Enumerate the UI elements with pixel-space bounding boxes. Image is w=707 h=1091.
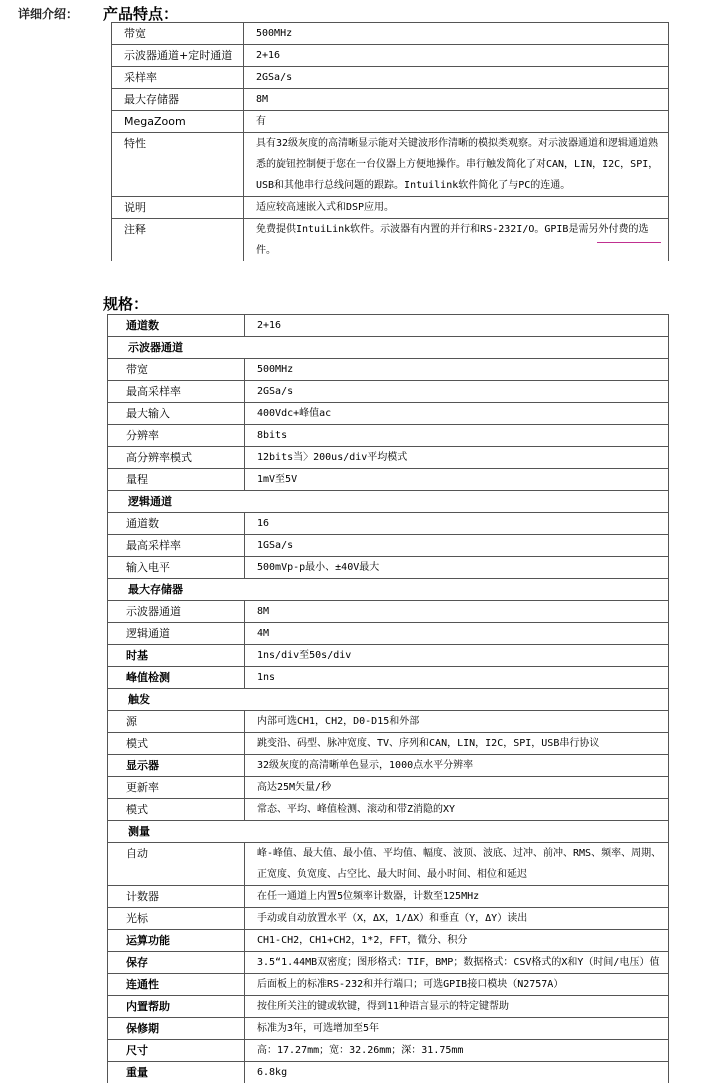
spec-key: 最高采样率 xyxy=(108,535,245,557)
spec-key: 源 xyxy=(108,711,245,733)
spec-value: 在任一通道上内置5位频率计数器，计数至125MHz xyxy=(245,886,669,908)
decorative-underline xyxy=(597,242,661,243)
spec-value: 峰-峰值、最大值、最小值、平均值、幅度、波顶、波底、过冲、前冲、RMS、频率、周期、正宽度、负宽度、占空比、最大时间、最小时间、相位和延迟 xyxy=(245,843,669,886)
feature-key: 说明 xyxy=(112,197,244,219)
spec-key: 分辨率 xyxy=(108,425,245,447)
spec-key: 保修期 xyxy=(108,1018,245,1040)
spec-key: 运算功能 xyxy=(108,930,245,952)
feature-key: MegaZoom xyxy=(112,111,244,133)
spec-row xyxy=(108,513,669,535)
feature-key: 特性 xyxy=(112,133,244,197)
spec-key: 显示器 xyxy=(108,755,245,777)
feature-value: 具有32级灰度的高清晰显示能对关键波形作清晰的模拟类观察。对示波器通道和逻辑通道熟悉的旋钮控制便于您在一台仪器上方便地操作。串行触发简化了对CAN，LIN，I2C，SPI，USB和其他串行总线问题的跟踪。Intuilink软件简化了与PC的连通。 xyxy=(244,133,669,197)
spec-section-row xyxy=(108,337,669,359)
spec-value: 500mVp-p最小、±40V最大 xyxy=(245,557,669,579)
feature-row xyxy=(112,45,669,67)
spec-key: 示波器通道 xyxy=(108,601,245,623)
spec-row xyxy=(108,623,669,645)
spec-section-title: 测量 xyxy=(108,821,669,843)
spec-key: 带宽 xyxy=(108,359,245,381)
feature-key: 注释 xyxy=(112,219,244,262)
spec-row xyxy=(108,425,669,447)
spec-row xyxy=(108,711,669,733)
spec-row xyxy=(108,930,669,952)
spec-value: 高：17.27mm；宽：32.26mm；深：31.75mm xyxy=(245,1040,669,1062)
spec-row xyxy=(108,535,669,557)
spec-key: 输入电平 xyxy=(108,557,245,579)
spec-row xyxy=(108,755,669,777)
spec-key: 连通性 xyxy=(108,974,245,996)
spec-value: 8M xyxy=(245,601,669,623)
spec-key: 高分辨率模式 xyxy=(108,447,245,469)
spec-section-title: 逻辑通道 xyxy=(108,491,669,513)
spec-row xyxy=(108,996,669,1018)
spec-value: 高达25M矢量/秒 xyxy=(245,777,669,799)
spec-heading: 规格： xyxy=(103,295,149,313)
spec-value: 6.8kg xyxy=(245,1062,669,1084)
feature-row xyxy=(112,133,669,197)
spec-value: 内部可选CH1，CH2，D0-D15和外部 xyxy=(245,711,669,733)
feature-value: 有 xyxy=(244,111,669,133)
spec-row xyxy=(108,799,669,821)
feature-row xyxy=(112,197,669,219)
spec-key: 自动 xyxy=(108,843,245,886)
spec-key: 计数器 xyxy=(108,886,245,908)
spec-row xyxy=(108,908,669,930)
feature-value: 适应较高速嵌入式和DSP应用。 xyxy=(244,197,669,219)
features-heading: 产品特点： xyxy=(103,5,179,23)
spec-key: 量程 xyxy=(108,469,245,491)
spec-key: 峰值检测 xyxy=(108,667,245,689)
spec-value: 跳变沿、码型、脉冲宽度、TV、序列和CAN，LIN，I2C，SPI，USB串行协议 xyxy=(245,733,669,755)
spec-row xyxy=(108,1040,669,1062)
spec-key: 通道数 xyxy=(108,315,245,337)
spec-row xyxy=(108,886,669,908)
spec-section-title: 示波器通道 xyxy=(108,337,669,359)
spec-row xyxy=(108,403,669,425)
spec-section-row xyxy=(108,579,669,601)
spec-key: 通道数 xyxy=(108,513,245,535)
spec-key: 更新率 xyxy=(108,777,245,799)
spec-value: 按住所关注的键或软键，得到11种语言显示的特定键帮助 xyxy=(245,996,669,1018)
spec-value: 400Vdc+峰值ac xyxy=(245,403,669,425)
feature-row xyxy=(112,111,669,133)
spec-value: 1ns xyxy=(245,667,669,689)
spec-section-row xyxy=(108,821,669,843)
spec-key: 逻辑通道 xyxy=(108,623,245,645)
spec-value: 8bits xyxy=(245,425,669,447)
feature-value: 8M xyxy=(244,89,669,111)
spec-section-row xyxy=(108,689,669,711)
spec-value: 2GSa/s xyxy=(245,381,669,403)
spec-row xyxy=(108,601,669,623)
features-table xyxy=(111,22,669,261)
feature-row xyxy=(112,219,669,262)
spec-section-title: 最大存储器 xyxy=(108,579,669,601)
spec-row xyxy=(108,359,669,381)
spec-table xyxy=(107,314,669,1083)
spec-row xyxy=(108,315,669,337)
spec-value: 2+16 xyxy=(245,315,669,337)
spec-row xyxy=(108,777,669,799)
feature-row xyxy=(112,23,669,45)
spec-section-row xyxy=(108,491,669,513)
spec-row xyxy=(108,974,669,996)
feature-key: 采样率 xyxy=(112,67,244,89)
feature-value: 免费提供IntuiLink软件。示波器有内置的并行和RS-232I/O。GPIB是需另外付费的选件。 xyxy=(244,219,669,262)
spec-value: 常态、平均、峰值检测、滚动和带Z消隐的XY xyxy=(245,799,669,821)
feature-value: 2+16 xyxy=(244,45,669,67)
spec-row xyxy=(108,843,669,886)
spec-value: 1ns/div至50s/div xyxy=(245,645,669,667)
spec-value: 12bits当〉200us/div平均模式 xyxy=(245,447,669,469)
feature-value: 500MHz xyxy=(244,23,669,45)
spec-key: 最高采样率 xyxy=(108,381,245,403)
spec-value: 4M xyxy=(245,623,669,645)
spec-value: 3.5“1.44MB双密度；图形格式：TIF，BMP；数据格式：CSV格式的X和Y（时间/电压）值 xyxy=(245,952,669,974)
intro-label: 详细介绍： xyxy=(18,7,79,21)
spec-key: 模式 xyxy=(108,733,245,755)
feature-key: 带宽 xyxy=(112,23,244,45)
spec-row xyxy=(108,469,669,491)
spec-row xyxy=(108,1062,669,1084)
spec-key: 模式 xyxy=(108,799,245,821)
spec-key: 时基 xyxy=(108,645,245,667)
spec-row xyxy=(108,733,669,755)
spec-key: 内置帮助 xyxy=(108,996,245,1018)
feature-key: 示波器通道+定时通道 xyxy=(112,45,244,67)
spec-row xyxy=(108,447,669,469)
spec-row xyxy=(108,381,669,403)
spec-key: 重量 xyxy=(108,1062,245,1084)
spec-value: 手动或自动放置水平（X，ΔX，1/ΔX）和垂直（Y，ΔY）读出 xyxy=(245,908,669,930)
spec-value: 1GSa/s xyxy=(245,535,669,557)
spec-key: 尺寸 xyxy=(108,1040,245,1062)
spec-section-title: 触发 xyxy=(108,689,669,711)
feature-key: 最大存储器 xyxy=(112,89,244,111)
spec-value: CH1-CH2，CH1+CH2，1*2，FFT，微分、积分 xyxy=(245,930,669,952)
feature-row xyxy=(112,67,669,89)
spec-row xyxy=(108,667,669,689)
spec-value: 16 xyxy=(245,513,669,535)
feature-value: 2GSa/s xyxy=(244,67,669,89)
spec-value: 32级灰度的高清晰单色显示，1000点水平分辨率 xyxy=(245,755,669,777)
spec-key: 最大输入 xyxy=(108,403,245,425)
spec-value: 标准为3年，可选增加至5年 xyxy=(245,1018,669,1040)
spec-row xyxy=(108,1018,669,1040)
spec-key: 保存 xyxy=(108,952,245,974)
spec-value: 后面板上的标准RS-232和并行端口；可选GPIB接口模块（N2757A） xyxy=(245,974,669,996)
spec-row xyxy=(108,645,669,667)
feature-row xyxy=(112,89,669,111)
spec-value: 1mV至5V xyxy=(245,469,669,491)
spec-row xyxy=(108,952,669,974)
spec-row xyxy=(108,557,669,579)
spec-key: 光标 xyxy=(108,908,245,930)
spec-value: 500MHz xyxy=(245,359,669,381)
